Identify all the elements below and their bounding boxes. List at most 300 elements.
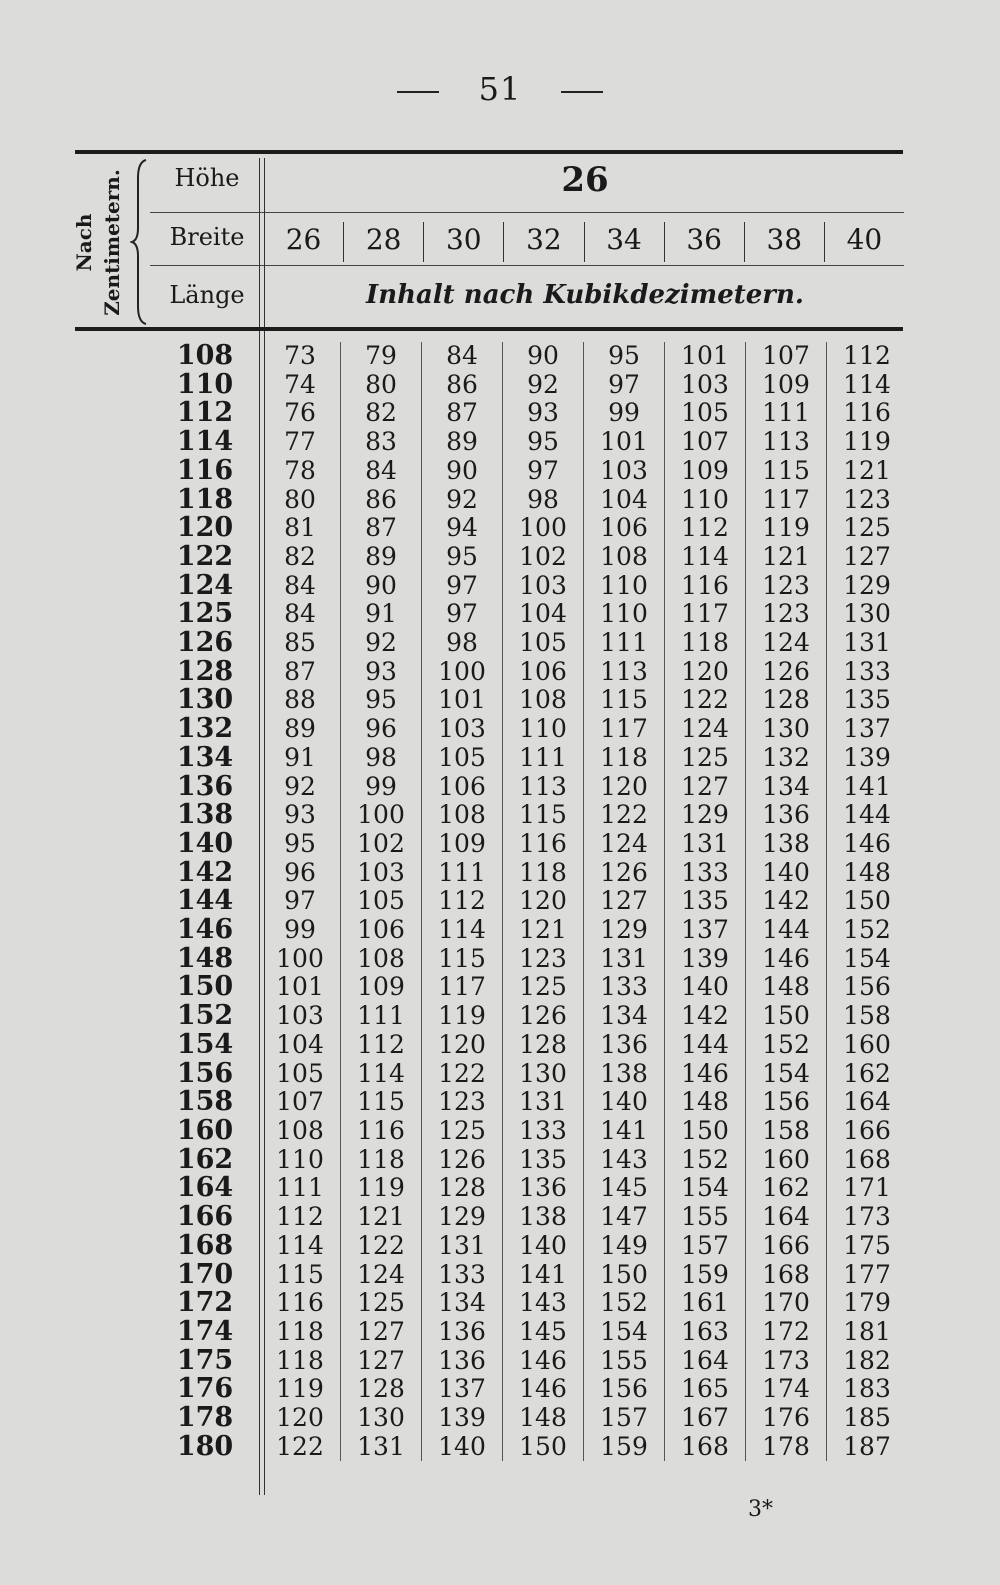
- volume-cell: 138: [503, 1203, 584, 1232]
- length-cell: 150: [176, 971, 234, 1003]
- breite-cell: 30: [423, 222, 503, 262]
- volume-cell: 111: [276, 1173, 324, 1203]
- volume-cell: 111: [584, 629, 665, 658]
- volume-cell: 133: [422, 1261, 503, 1290]
- table-row: [150, 428, 907, 457]
- volume-cell: 145: [503, 1318, 584, 1347]
- volume-cell: 144: [665, 1031, 746, 1060]
- dash-left: [397, 91, 439, 93]
- volume-cell: 131: [584, 945, 665, 974]
- volume-cell: 136: [584, 1031, 665, 1060]
- volume-cell: 92: [284, 771, 316, 801]
- table-row: [150, 1261, 907, 1290]
- volume-cell: 140: [665, 973, 746, 1002]
- volume-cell: 91: [341, 600, 422, 629]
- volume-cell: 136: [422, 1318, 503, 1347]
- volume-cell: 122: [665, 686, 746, 715]
- volume-cell: 155: [665, 1203, 746, 1232]
- volume-cell: 110: [584, 572, 665, 601]
- volume-cell: 133: [665, 859, 746, 888]
- volume-cell: 179: [827, 1289, 908, 1318]
- volume-cell: 89: [422, 428, 503, 457]
- volume-cell: 126: [422, 1146, 503, 1175]
- volume-cell: 133: [503, 1117, 584, 1146]
- volume-cell: 154: [827, 945, 908, 974]
- table-row: [150, 744, 907, 773]
- side-label-line2: Zentimetern.: [100, 169, 124, 316]
- volume-cell: 111: [746, 399, 827, 428]
- volume-cell: 98: [341, 744, 422, 773]
- volume-cell: 116: [665, 572, 746, 601]
- volume-cell: 165: [665, 1375, 746, 1404]
- volume-cell: 126: [503, 1002, 584, 1031]
- volume-cell: 146: [827, 830, 908, 859]
- volume-cell: 114: [422, 916, 503, 945]
- volume-cell: 143: [503, 1289, 584, 1318]
- volume-cell: 96: [284, 857, 316, 887]
- volume-cell: 118: [665, 629, 746, 658]
- length-cell: 164: [176, 1172, 234, 1204]
- volume-cell: 128: [503, 1031, 584, 1060]
- volume-cell: 118: [584, 744, 665, 773]
- table-row: [150, 1404, 907, 1433]
- volume-cell: 116: [276, 1288, 324, 1318]
- volume-cell: 112: [665, 514, 746, 543]
- volume-cell: 104: [276, 1029, 324, 1059]
- breite-cell: 28: [343, 222, 423, 262]
- table-row: [150, 572, 907, 601]
- volume-cell: 166: [827, 1117, 908, 1146]
- volume-cell: 144: [827, 801, 908, 830]
- length-cell: 146: [176, 914, 234, 946]
- volume-cell: 95: [503, 428, 584, 457]
- volume-cell: 86: [341, 486, 422, 515]
- table-row: [150, 715, 907, 744]
- volume-cell: 160: [746, 1146, 827, 1175]
- volume-cell: 89: [284, 714, 316, 744]
- volume-cell: 152: [746, 1031, 827, 1060]
- volume-cell: 97: [584, 371, 665, 400]
- volume-cell: 120: [665, 658, 746, 687]
- volume-cell: 82: [341, 399, 422, 428]
- table-top-rule: [75, 150, 903, 154]
- volume-cell: 87: [341, 514, 422, 543]
- volume-cell: 177: [827, 1261, 908, 1290]
- volume-cell: 135: [665, 887, 746, 916]
- volume-cell: 129: [422, 1203, 503, 1232]
- volume-cell: 103: [276, 1001, 324, 1031]
- volume-cell: 146: [503, 1375, 584, 1404]
- volume-cell: 150: [827, 887, 908, 916]
- volume-cell: 187: [827, 1433, 908, 1462]
- volume-cell: 125: [827, 514, 908, 543]
- table-row: [150, 1318, 907, 1347]
- table-row: [150, 945, 907, 974]
- volume-cell: 103: [422, 715, 503, 744]
- side-label: [70, 160, 130, 325]
- volume-cell: 108: [341, 945, 422, 974]
- volume-cell: 137: [422, 1375, 503, 1404]
- volume-cell: 118: [503, 859, 584, 888]
- volume-cell: 127: [665, 773, 746, 802]
- length-cell: 138: [176, 799, 234, 831]
- volume-cell: 181: [827, 1318, 908, 1347]
- volume-cell: 81: [284, 513, 316, 543]
- table-row: [150, 399, 907, 428]
- volume-cell: 136: [503, 1174, 584, 1203]
- volume-cell: 97: [422, 572, 503, 601]
- volume-cell: 110: [584, 600, 665, 629]
- volume-cell: 100: [276, 943, 324, 973]
- volume-cell: 104: [584, 486, 665, 515]
- volume-cell: 101: [276, 972, 324, 1002]
- volume-cell: 115: [746, 457, 827, 486]
- volume-cell: 115: [276, 1259, 324, 1289]
- table-row: [150, 973, 907, 1002]
- volume-cell: 152: [827, 916, 908, 945]
- volume-cell: 176: [746, 1404, 827, 1433]
- volume-cell: 105: [341, 887, 422, 916]
- volume-cell: 137: [665, 916, 746, 945]
- volume-cell: 106: [584, 514, 665, 543]
- volume-cell: 152: [665, 1146, 746, 1175]
- table-row: [150, 830, 907, 859]
- volume-cell: 103: [341, 859, 422, 888]
- volume-cell: 119: [276, 1374, 324, 1404]
- volume-cell: 87: [284, 656, 316, 686]
- volume-cell: 164: [746, 1203, 827, 1232]
- volume-cell: 131: [665, 830, 746, 859]
- volume-cell: 141: [503, 1261, 584, 1290]
- volume-cell: 98: [503, 486, 584, 515]
- volume-cell: 125: [503, 973, 584, 1002]
- volume-cell: 155: [584, 1347, 665, 1376]
- volume-cell: 111: [422, 859, 503, 888]
- length-cell: 136: [176, 770, 234, 802]
- length-cell: 122: [176, 540, 234, 572]
- volume-cell: 123: [746, 600, 827, 629]
- volume-cell: 102: [341, 830, 422, 859]
- volume-cell: 93: [284, 800, 316, 830]
- volume-cell: 134: [584, 1002, 665, 1031]
- volume-cell: 103: [665, 371, 746, 400]
- volume-cell: 131: [827, 629, 908, 658]
- volume-cell: 140: [503, 1232, 584, 1261]
- volume-cell: 112: [341, 1031, 422, 1060]
- volume-cell: 144: [746, 916, 827, 945]
- volume-cell: 135: [827, 686, 908, 715]
- volume-cell: 119: [827, 428, 908, 457]
- table-row: [150, 486, 907, 515]
- length-cell: 174: [176, 1315, 234, 1347]
- volume-cell: 156: [827, 973, 908, 1002]
- volume-cell: 117: [422, 973, 503, 1002]
- table-row: [150, 801, 907, 830]
- length-cell: 156: [176, 1057, 234, 1089]
- table-row: [150, 859, 907, 888]
- volume-cell: 124: [341, 1261, 422, 1290]
- volume-cell: 92: [503, 371, 584, 400]
- breite-label: Breite: [169, 223, 245, 251]
- volume-cell: 121: [503, 916, 584, 945]
- volume-cell: 102: [503, 543, 584, 572]
- volume-cell: 120: [503, 887, 584, 916]
- table-row: [150, 543, 907, 572]
- volume-cell: 114: [827, 371, 908, 400]
- length-cell: 162: [176, 1143, 234, 1175]
- volume-cell: 127: [341, 1318, 422, 1347]
- volume-cell: 143: [584, 1146, 665, 1175]
- length-cell: 125: [176, 598, 234, 630]
- length-cell: 134: [176, 741, 234, 773]
- volume-cell: 146: [746, 945, 827, 974]
- volume-cell: 135: [503, 1146, 584, 1175]
- volume-cell: 119: [746, 514, 827, 543]
- volume-cell: 90: [341, 572, 422, 601]
- length-cell: 172: [176, 1287, 234, 1319]
- breite-cell: 34: [584, 222, 664, 262]
- volume-cell: 99: [284, 915, 316, 945]
- volume-cell: 178: [746, 1433, 827, 1462]
- volume-cell: 130: [503, 1060, 584, 1089]
- volume-cell: 111: [503, 744, 584, 773]
- volume-cell: 93: [503, 399, 584, 428]
- volume-cell: 131: [422, 1232, 503, 1261]
- volume-cell: 148: [827, 859, 908, 888]
- table-row: [150, 1347, 907, 1376]
- volume-cell: 108: [503, 686, 584, 715]
- length-cell: 124: [176, 569, 234, 601]
- length-cell: 126: [176, 627, 234, 659]
- table-row: [150, 1060, 907, 1089]
- height-value: 26: [561, 160, 609, 200]
- volume-cell: 108: [276, 1115, 324, 1145]
- length-cell: 170: [176, 1258, 234, 1290]
- volume-cell: 85: [284, 628, 316, 658]
- volume-cell: 101: [665, 342, 746, 371]
- volume-cell: 90: [422, 457, 503, 486]
- volume-cell: 112: [276, 1202, 324, 1232]
- table-row: [150, 371, 907, 400]
- length-cell: 154: [176, 1028, 234, 1060]
- volume-cell: 114: [276, 1230, 324, 1260]
- table-row: [150, 1174, 907, 1203]
- volume-cell: 100: [422, 658, 503, 687]
- volume-cell: 113: [503, 773, 584, 802]
- length-cell: 180: [176, 1430, 234, 1462]
- volume-cell: 127: [584, 887, 665, 916]
- volume-cell: 116: [341, 1117, 422, 1146]
- table-row: [150, 1117, 907, 1146]
- volume-cell: 173: [827, 1203, 908, 1232]
- table-row: [150, 1289, 907, 1318]
- volume-cell: 121: [341, 1203, 422, 1232]
- volume-cell: 109: [422, 830, 503, 859]
- volume-cell: 104: [503, 600, 584, 629]
- volume-cell: 156: [584, 1375, 665, 1404]
- volume-cell: 173: [746, 1347, 827, 1376]
- volume-cell: 149: [584, 1232, 665, 1261]
- volume-cell: 123: [503, 945, 584, 974]
- volume-cell: 109: [746, 371, 827, 400]
- volume-cell: 182: [827, 1347, 908, 1376]
- table-row: [150, 1031, 907, 1060]
- volume-cell: 122: [584, 801, 665, 830]
- volume-cell: 158: [746, 1117, 827, 1146]
- volume-cell: 166: [746, 1232, 827, 1261]
- volume-cell: 73: [284, 341, 316, 370]
- volume-cell: 107: [665, 428, 746, 457]
- table-row: [150, 1375, 907, 1404]
- volume-cell: 109: [341, 973, 422, 1002]
- volume-cell: 84: [284, 570, 316, 600]
- volume-cell: 142: [746, 887, 827, 916]
- volume-cell: 113: [584, 658, 665, 687]
- length-cell: 130: [176, 684, 234, 716]
- length-cell: 112: [176, 397, 234, 429]
- volume-cell: 95: [341, 686, 422, 715]
- volume-cell: 159: [665, 1261, 746, 1290]
- volume-cell: 82: [284, 541, 316, 571]
- volume-cell: 163: [665, 1318, 746, 1347]
- breite-cell: 32: [503, 222, 583, 262]
- volume-cell: 150: [503, 1433, 584, 1462]
- volume-cell: 115: [584, 686, 665, 715]
- table-row: [150, 887, 907, 916]
- volume-cell: 172: [746, 1318, 827, 1347]
- volume-cell: 79: [341, 342, 422, 371]
- breite-cell: 40: [824, 222, 904, 262]
- header-bottom-rule: [75, 327, 903, 331]
- length-cell: 175: [176, 1344, 234, 1376]
- volume-cell: 156: [746, 1088, 827, 1117]
- volume-cell: 148: [746, 973, 827, 1002]
- content-label: Inhalt nach Kubikdezimetern.: [366, 280, 804, 310]
- volume-cell: 140: [746, 859, 827, 888]
- volume-cell: 77: [284, 427, 316, 457]
- volume-cell: 101: [422, 686, 503, 715]
- volume-cell: 93: [341, 658, 422, 687]
- volume-cell: 159: [584, 1433, 665, 1462]
- volume-cell: 110: [503, 715, 584, 744]
- volume-cell: 87: [422, 399, 503, 428]
- volume-cell: 138: [746, 830, 827, 859]
- volume-cell: 83: [341, 428, 422, 457]
- breite-cell: 36: [664, 222, 744, 262]
- volume-cell: 80: [341, 371, 422, 400]
- volume-cell: 114: [665, 543, 746, 572]
- volume-cell: 126: [584, 859, 665, 888]
- volume-cell: 174: [746, 1375, 827, 1404]
- volume-cell: 128: [341, 1375, 422, 1404]
- length-cell: 120: [176, 512, 234, 544]
- table-row: [150, 629, 907, 658]
- table-row: [150, 658, 907, 687]
- volume-cell: 97: [284, 886, 316, 916]
- length-cell: 168: [176, 1229, 234, 1261]
- volume-cell: 124: [665, 715, 746, 744]
- volume-cell: 171: [827, 1174, 908, 1203]
- volume-cell: 103: [503, 572, 584, 601]
- volume-cell: 154: [584, 1318, 665, 1347]
- volume-cell: 99: [341, 773, 422, 802]
- volume-cell: 139: [422, 1404, 503, 1433]
- volume-cell: 150: [746, 1002, 827, 1031]
- volume-cell: 92: [341, 629, 422, 658]
- volume-cell: 103: [584, 457, 665, 486]
- volume-cell: 118: [276, 1345, 324, 1375]
- volume-cell: 95: [422, 543, 503, 572]
- volume-cell: 122: [341, 1232, 422, 1261]
- volume-cell: 100: [503, 514, 584, 543]
- length-cell: 176: [176, 1373, 234, 1405]
- page-number-text: 51: [478, 70, 522, 108]
- volume-cell: 115: [341, 1088, 422, 1117]
- volume-cell: 160: [827, 1031, 908, 1060]
- volume-cell: 157: [584, 1404, 665, 1433]
- length-cell: 110: [176, 368, 234, 400]
- volume-cell: 110: [665, 486, 746, 515]
- dash-right: [561, 91, 603, 93]
- volume-cell: 124: [746, 629, 827, 658]
- volume-cell: 84: [422, 342, 503, 371]
- volume-cell: 140: [422, 1433, 503, 1462]
- volume-cell: 128: [746, 686, 827, 715]
- volume-cell: 145: [584, 1174, 665, 1203]
- side-label-line1: Nach: [72, 213, 96, 272]
- volume-cell: 138: [584, 1060, 665, 1089]
- volume-cell: 115: [422, 945, 503, 974]
- volume-cell: 98: [422, 629, 503, 658]
- volume-cell: 108: [422, 801, 503, 830]
- volume-cell: 90: [503, 342, 584, 371]
- table-row: [150, 600, 907, 629]
- volume-cell: 74: [284, 369, 316, 399]
- volume-cell: 116: [827, 399, 908, 428]
- volume-cell: 164: [827, 1088, 908, 1117]
- length-cell: 160: [176, 1114, 234, 1146]
- volume-cell: 139: [665, 945, 746, 974]
- table-row: [150, 916, 907, 945]
- volume-cell: 88: [284, 685, 316, 715]
- volume-cell: 136: [746, 801, 827, 830]
- volume-cell: 115: [503, 801, 584, 830]
- volume-cell: 129: [584, 916, 665, 945]
- volume-cell: 161: [665, 1289, 746, 1318]
- volume-cell: 175: [827, 1232, 908, 1261]
- volume-cell: 80: [284, 484, 316, 514]
- length-cell: 132: [176, 713, 234, 745]
- volume-cell: 100: [341, 801, 422, 830]
- volume-cell: 129: [827, 572, 908, 601]
- table-row: [150, 514, 907, 543]
- volume-cell: 99: [584, 399, 665, 428]
- volume-cell: 119: [422, 1002, 503, 1031]
- volume-cell: 139: [827, 744, 908, 773]
- volume-cell: 112: [422, 887, 503, 916]
- volume-cell: 168: [665, 1433, 746, 1462]
- volume-cell: 97: [422, 600, 503, 629]
- volume-cell: 150: [584, 1261, 665, 1290]
- table-row: [150, 1203, 907, 1232]
- volume-cell: 122: [422, 1060, 503, 1089]
- volume-cell: 148: [665, 1088, 746, 1117]
- volume-cell: 150: [665, 1117, 746, 1146]
- volume-cell: 125: [665, 744, 746, 773]
- volume-cell: 141: [584, 1117, 665, 1146]
- volume-cell: 168: [746, 1261, 827, 1290]
- table-row: [150, 342, 907, 371]
